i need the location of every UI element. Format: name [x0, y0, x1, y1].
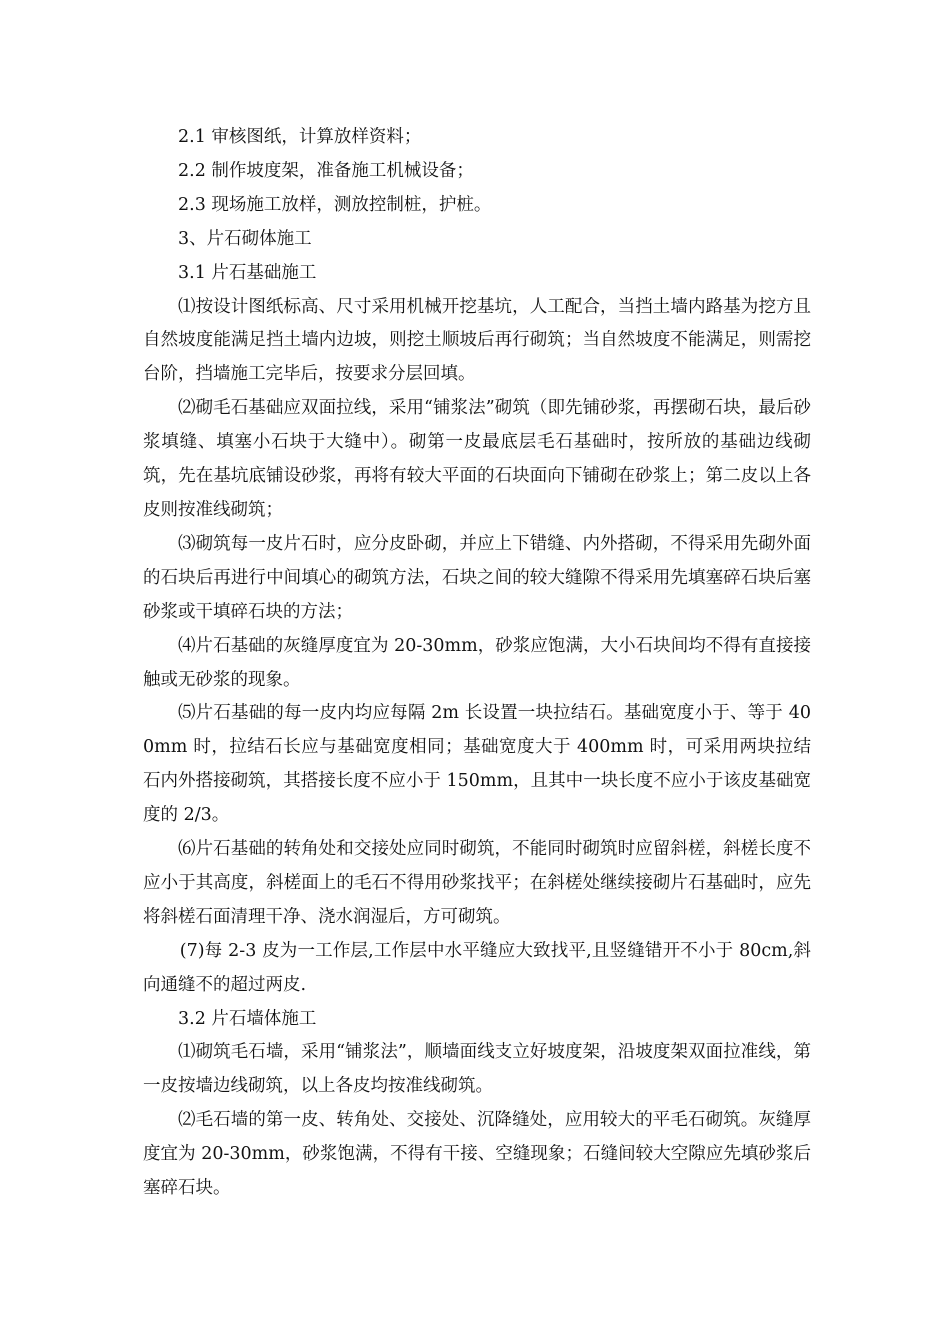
paragraph-3-1-item-6: ⑹片石基础的转角处和交接处应同时砌筑，不能同时砌筑时应留斜槎，斜槎长度不应小于其高度，斜槎面上的毛石不得用砂浆找平；在斜槎处继续接砌片石基础时，应先将斜槎石面清理干净、浇水润湿后，方可砌筑。: [143, 839, 811, 927]
paragraph-3-1-item-7: (7)每 2-3 皮为一工作层,工作层中水平缝应大致找平,且竖缝错开不小于 80cm,斜向通缝不的超过两皮.: [143, 940, 811, 995]
section-heading-3: 3、片石砌体施工: [178, 228, 312, 249]
paragraph-3-1-item-1: ⑴按设计图纸标高、尺寸采用机械开挖基坑，人工配合，当挡土墙内路基为挖方且自然坡度能满足挡土墙内边坡，则挖土顺坡后再行砌筑；当自然坡度不能满足，则需挖台阶，挡墙施工完毕后，按要求分层回填。: [143, 296, 811, 385]
paragraph-3-1-item-3: ⑶砌筑每一皮片石时，应分皮卧砌，并应上下错缝、内外搭砌，不得采用先砌外面的石块后再进行中间填心的砌筑方法，石块之间的较大缝隙不得采用先填塞碎石块后塞砂浆或干填碎石块的方法；: [143, 533, 811, 622]
paragraph-3-1-item-4: ⑷片石基础的灰缝厚度宜为 20-30mm，砂浆应饱满，大小石块间均不得有直接接触或无砂浆的现象。: [143, 635, 811, 690]
paragraph-2-1: 2.1 审核图纸，计算放样资料；: [178, 127, 422, 147]
paragraph-3-1-item-2: ⑵砌毛石基础应双面拉线，采用“铺浆法”砌筑（即先铺砂浆，再摆砌石块，最后砂浆填缝、填塞小石块于大缝中）。砌第一皮最底层毛石基础时，按所放的基础边线砌筑，先在基坑底铺设砂浆，再将有较大平面的石块面向下铺砌在砂浆上；第二皮以上各皮则按准线砌筑；: [143, 398, 811, 520]
paragraph-2-2: 2.2 制作坡度架，准备施工机械设备；: [178, 160, 474, 181]
document-body: [143, 121, 811, 1206]
paragraph-3-1-item-5: ⑸片石基础的每一皮内均应每隔 2m 长设置一块拉结石。基础宽度小于、等于 400mm 时，拉结石长应与基础宽度相同；基础宽度大于 400mm 时，可采用两块拉结石内外搭接砌筑，其搭接长度不应小于 150mm，且其中一块长度不应小于该皮基础宽度的 2/3。: [143, 703, 811, 826]
paragraph-3-2-item-2: ⑵毛石墙的第一皮、转角处、交接处、沉降缝处，应用较大的平毛石砌筑。灰缝厚度宜为 20-30mm，砂浆饱满，不得有干接、空缝现象；石缝间较大空隙应先填砂浆后塞碎石块。: [143, 1110, 811, 1199]
subsection-heading-3-2: 3.2 片石墙体施工: [178, 1008, 317, 1029]
paragraph-2-3: 2.3 现场施工放样，测放控制桩，护桩。: [178, 194, 492, 215]
subsection-heading-3-1: 3.1 片石基础施工: [178, 262, 317, 283]
paragraph-3-2-item-1: ⑴砌筑毛石墙，采用“铺浆法”，顺墙面线支立好坡度架，沿坡度架双面拉准线，第一皮按墙边线砌筑，以上各皮均按准线砌筑。: [143, 1042, 811, 1097]
